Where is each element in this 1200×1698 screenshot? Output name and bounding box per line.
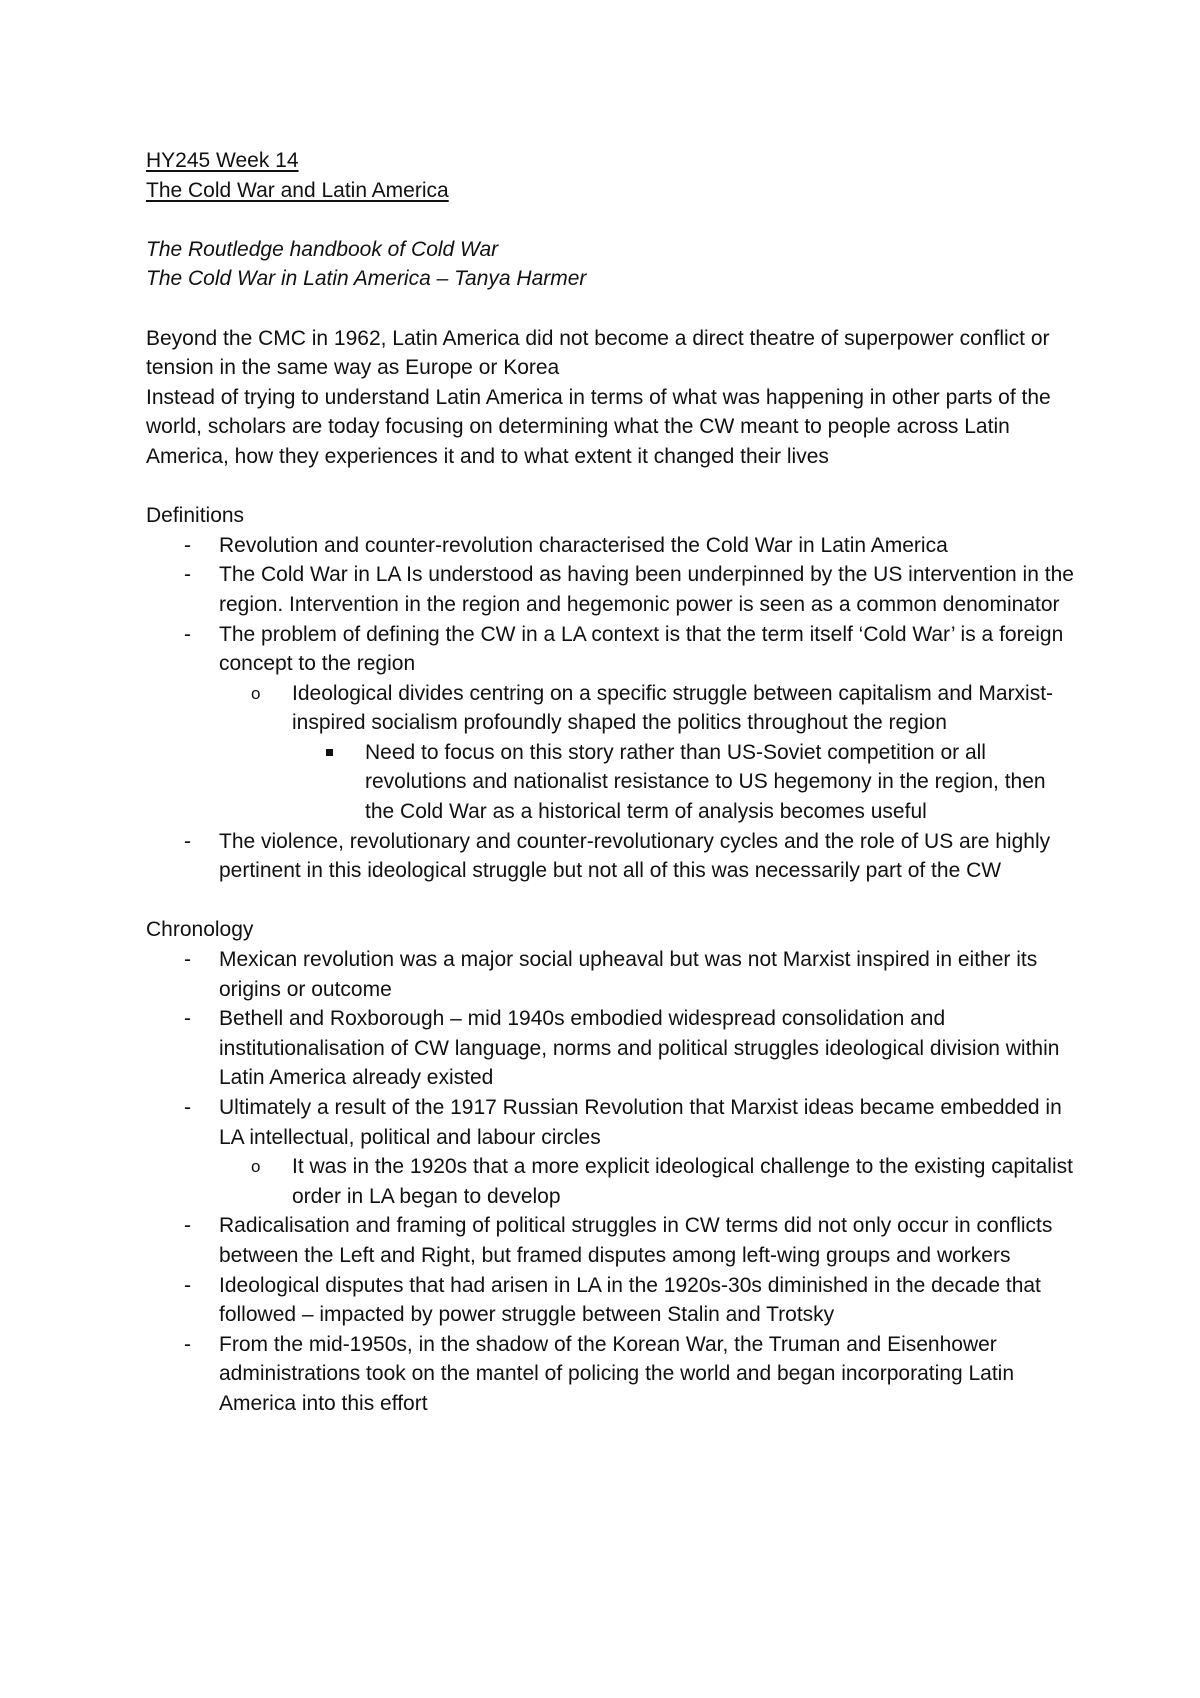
list-item [219,1152,1076,1211]
source-book: The Routledge handbook of Cold War [146,237,499,261]
list-item-text: The violence, revolutionary and counter-revolutionary cycles and the role of US are highly pertinent in this ideological struggle but not all of this was necessarily part of the CW [219,829,1051,883]
spacer [146,472,1076,502]
dash-bullet: - [184,1214,191,1238]
dash-bullet: - [184,948,191,972]
spacer [146,205,1076,235]
list-item-text: It was in the 1920s that a more explicit ideological challenge to the existing capitalist order in LA began to develop [292,1155,1073,1208]
list-item-text: The Cold War in LA Is understood as having been underpinned by the US intervention in the region. Intervention in the region and hegemonic power is seen as a common denominator [219,563,1074,616]
definitions-list [146,531,1076,679]
list-item [146,1211,1076,1270]
list-item [219,679,1076,738]
intro-paragraph-1: Beyond the CMC in 1962, Latin America did not become a direct theatre of superpower conflict or tension in the same way as Europe or Korea [146,326,1050,380]
list-item [146,620,1076,679]
dash-bullet: - [184,1332,191,1356]
list-item-text: The problem of defining the CW in a LA context is that the term itself ‘Cold War’ is a foreign concept to the region [219,622,1064,676]
list-item [146,945,1076,1004]
dash-bullet: - [184,622,191,646]
chronology-list [146,945,1076,1152]
definitions-sublist [219,679,1076,738]
list-item-text: Ideological disputes that had arisen in LA in the 1920s-30s diminished in the decade that followed – impacted by power struggle between Stalin and Trotsky [219,1273,1041,1327]
course-title: HY245 Week 14 [146,149,299,172]
dash-bullet: - [184,1007,191,1031]
list-item-text: Radicalisation and framing of political struggles in CW terms did not only occur in conflicts between the Left and Right, but framed disputes among left-wing groups and workers [219,1214,1053,1267]
list-item [146,1093,1076,1152]
list-item-text: Revolution and counter-revolution characterised the Cold War in Latin America [219,533,948,557]
source-chapter: The Cold War in Latin America – Tanya Harmer [146,267,587,291]
circle-bullet: o [251,1157,261,1177]
definitions-list-continued [146,827,1076,886]
list-item-text: Bethell and Roxborough – mid 1940s embodied widespread consolidation and institutionalisation of CW language, norms and political struggles ideological division within Latin America already existed [219,1007,1060,1090]
list-item [146,1271,1076,1330]
definitions-subsublist [292,738,1076,827]
list-item-text: Mexican revolution was a major social upheaval but was not Marxist inspired in either its origins or outcome [219,948,1038,1001]
dash-bullet: - [184,1273,191,1297]
list-item [146,1004,1076,1093]
chronology-list-continued [146,1211,1076,1418]
dash-bullet: - [184,1096,191,1119]
topic-title: The Cold War and Latin America [146,178,449,202]
intro-paragraph-2: Instead of trying to understand Latin America in terms of what was happening in other parts of the world, scholars are today focusing on determining what the CW meant to people across Latin America, how they experiences it and to what extent it changed their lives [146,385,1051,468]
list-item [146,827,1076,886]
spacer [146,886,1076,916]
list-item [146,560,1076,619]
chronology-heading: Chronology [146,918,254,942]
dash-bullet: - [184,829,191,853]
list-item [292,738,1076,827]
list-item-text: Ultimately a result of the 1917 Russian Revolution that Marxist ideas became embedded in LA intellectual, political and labour circles [219,1096,1062,1149]
dash-bullet: - [184,563,191,587]
list-item [146,1330,1076,1419]
list-item-text: Ideological divides centring on a specific struggle between capitalism and Marxist-inspired socialism profoundly shaped the politics throughout the region [292,681,1054,735]
document-page [146,146,1076,1419]
square-bullet-icon [326,749,333,756]
dash-bullet: - [184,533,191,557]
list-item [146,531,1076,561]
definitions-heading: Definitions [146,504,245,528]
spacer [146,294,1076,324]
chronology-sublist [219,1152,1076,1211]
circle-bullet: o [251,683,261,703]
list-item-text: From the mid-1950s, in the shadow of the Korean War, the Truman and Eisenhower administrations took on the mantel of policing the world and began incorporating Latin America into this effort [219,1332,1014,1415]
list-item-text: Need to focus on this story rather than US-Soviet competition or all revolutions and nationalist resistance to US hegemony in the region, then the Cold War as a historical term of analysis becomes useful [365,740,1046,824]
